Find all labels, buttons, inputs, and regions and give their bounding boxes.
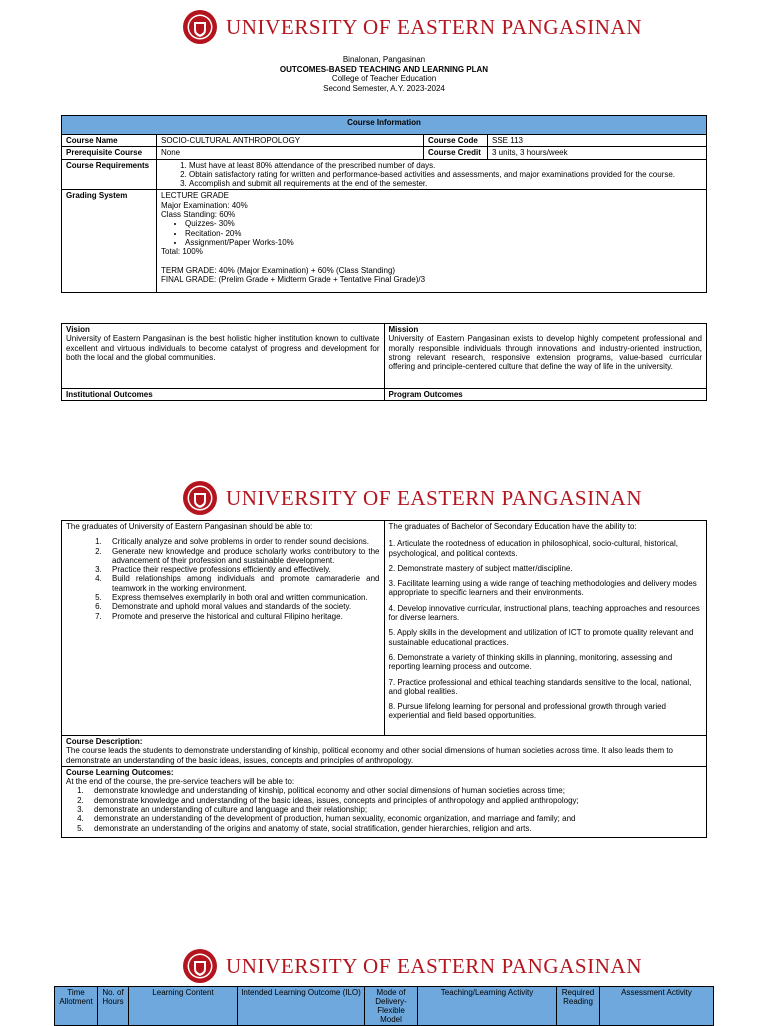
vision-text: University of Eastern Pangasinan is the best holistic higher institution known to cultivate excellent and virtuous individuals to become catalyst of progress and development for both the local and the global communities. <box>66 334 380 362</box>
grading-standing: Class Standing: 60% <box>161 210 236 220</box>
page1-header-logo <box>0 7 768 47</box>
course-learning-outcomes-intro: At the end of the course, the pre-service teachers will be able to: <box>66 777 295 787</box>
course-description-label: Course Description: <box>66 737 143 746</box>
column-header-time-allotment: Time Allotment <box>55 987 98 1026</box>
course-learning-outcomes-cell <box>62 766 707 837</box>
requirements-label: Course Requirements <box>62 159 157 190</box>
column-header-mode-of-delivery: Mode of Delivery- Flexible Model <box>365 987 418 1026</box>
header-plan-title: OUTCOMES-BASED TEACHING AND LEARNING PLAN <box>279 64 489 74</box>
header-location: Binalonan, Pangasinan <box>342 55 426 64</box>
program-outcomes-cell <box>384 521 707 736</box>
program-outcome-item: 4. Develop innovative curricular, instructional plans, teaching approaches and resources for diverse learners. <box>388 603 700 623</box>
grading-term: TERM GRADE: 40% (Major Examination) + 60% (Class Standing) <box>161 265 396 275</box>
course-learning-outcome-item: 4. demonstrate an understanding of the development of production, human sexuality, economic organization, and marriage and family; and <box>86 814 702 823</box>
course-code-label: Course Code <box>424 135 488 147</box>
prerequisite-value: None <box>157 147 424 159</box>
program-outcomes-intro: The graduates of Bachelor of Secondary Education have the ability to: <box>388 522 637 531</box>
institutional-outcome-item: 7. Promote and preserve the historical and cultural Filipino heritage. <box>104 612 380 621</box>
column-header-no-of-hours: No. of Hours <box>98 987 129 1026</box>
column-header-ilo: Intended Learning Outcome (ILO) <box>238 987 365 1026</box>
program-outcome-item: 2. Demonstrate mastery of subject matter/discipline. <box>388 563 573 573</box>
grading-item: • Recitation- 20% <box>185 229 702 238</box>
course-credit-value: 3 units, 3 hours/week <box>488 147 707 159</box>
requirement-item: 2. Obtain satisfactory rating for written and performance-based activities and assessments, and major examinations provided for the course. <box>189 170 702 179</box>
program-outcome-item: 1. Articulate the rootedness of education in philosophical, socio-cultural, historical, psychological, and political contexts. <box>388 539 678 558</box>
program-outcome-item: 6. Demonstrate a variety of thinking skills in planning, monitoring, assessing and reporting learning process and outcome. <box>388 652 673 672</box>
grading-label: Grading System <box>62 190 157 293</box>
mission-text: University of Eastern Pangasinan exists to develop highly competent professional and morally responsible individuals through innovations and industry-oriented instruction, strong relevant research, responsive extension programs, value-based curricular offering and principle-centered culture that define the way of life in the university. <box>388 334 702 372</box>
course-name-label: Course Name <box>62 135 157 147</box>
program-outcome-item: 7. Practice professional and ethical teaching standards sensitive to the local, national, and global realities. <box>388 677 692 696</box>
column-header-assessment-activity: Assessment Activity <box>600 987 714 1026</box>
university-seal-icon <box>182 948 218 984</box>
vision-cell <box>62 324 385 389</box>
vision-mission-table <box>61 323 707 401</box>
requirement-item: 3. Accomplish and submit all requirements at the end of the semester. <box>189 179 702 188</box>
institutional-outcome-item: 4. Build relationships among individuals and promote camaraderie and teamwork in the working environment. <box>104 574 380 593</box>
university-name-logo: UNIVERSITY OF EASTERN PANGASINAN <box>226 953 643 978</box>
learning-plan-table <box>54 986 714 1026</box>
page3-header-logo <box>0 946 768 986</box>
mission-cell <box>384 324 707 389</box>
grading-item: • Assignment/Paper Works-10% <box>185 238 702 247</box>
course-information-table <box>61 115 707 293</box>
university-name-logo: UNIVERSITY OF EASTERN PANGASINAN <box>226 485 643 510</box>
column-header-learning-content: Learning Content <box>129 987 238 1026</box>
university-name-logo: UNIVERSITY OF EASTERN PANGASINAN <box>226 14 643 39</box>
header-college: College of Teacher Education <box>331 74 437 84</box>
mission-label: Mission <box>388 325 419 334</box>
grading-heading: LECTURE GRADE <box>161 191 230 201</box>
course-learning-outcome-item: 2. demonstrate knowledge and understanding of the basic ideas, issues, concepts and principles of anthropology and applied anthropology; <box>86 796 702 805</box>
outcomes-table <box>61 520 707 838</box>
program-outcomes-label: Program Outcomes <box>384 389 707 401</box>
institutional-outcome-item: 3. Practice their respective professions efficiently and effectively. <box>104 565 380 574</box>
course-name-value: SOCIO-CULTURAL ANTHROPOLOGY <box>157 135 424 147</box>
requirement-item: 1. Must have at least 80% attendance of the prescribed number of days. <box>189 161 702 170</box>
course-learning-outcome-item: 5. demonstrate an understanding of the origins and anatomy of state, social stratification, gender hierarchies, religion and arts. <box>86 824 702 833</box>
university-seal-icon <box>182 480 218 516</box>
vision-label: Vision <box>66 325 90 334</box>
grading-item: • Quizzes- 30% <box>185 219 702 228</box>
institutional-outcomes-label: Institutional Outcomes <box>62 389 385 401</box>
course-learning-outcomes-label: Course Learning Outcomes: <box>66 767 174 777</box>
learning-plan-header-row <box>55 987 714 1026</box>
institutional-outcome-item: 6. Demonstrate and uphold moral values and standards of the society. <box>104 602 380 611</box>
header-semester: Second Semester, A.Y. 2023-2024 <box>323 83 445 93</box>
institutional-outcome-item: 1. Critically analyze and solve problems in order to render sound decisions. <box>104 537 380 546</box>
program-outcome-item: 3. Facilitate learning using a wide range of teaching methodologies and delivery modes appropriate to specific learners and their environments. <box>388 579 697 598</box>
course-code-value: SSE 113 <box>488 135 707 147</box>
column-header-teaching-learning-activity: Teaching/Learning Activity <box>418 987 557 1026</box>
course-information-band: Course Information <box>62 116 707 135</box>
grading-total: Total: 100% <box>161 247 203 257</box>
institutional-outcomes-intro: The graduates of University of Eastern Pangasinan should be able to: <box>66 522 313 531</box>
course-description-text: The course leads the students to demonstrate understanding of kinship, political economy and other social dimensions of human societies across time. It also leads them to demonstrate an understanding of the basic ideas, issues, concepts and principles of anthropology. <box>66 746 673 765</box>
grading-cell <box>157 190 707 293</box>
institutional-outcome-item: 2. Generate new knowledge and produce scholarly works contributory to the advancement of their profession and sustainable development. <box>104 547 380 566</box>
grading-final: FINAL GRADE: (Prelim Grade + Midterm Grade + Tentative Final Grade)/3 <box>161 274 426 284</box>
institutional-outcome-item: 5. Express themselves exemplarily in both oral and written communication. <box>104 593 380 602</box>
program-outcome-item: 8. Pursue lifelong learning for personal and professional growth through varied experiential and field based opportunities. <box>388 702 667 721</box>
course-description-cell <box>62 736 707 767</box>
column-header-required-reading: Required Reading <box>557 987 600 1026</box>
university-seal-icon <box>182 9 218 45</box>
document-header <box>0 55 768 93</box>
prerequisite-label: Prerequisite Course <box>62 147 157 159</box>
program-outcome-item: 5. Apply skills in the development and utilization of ICT to promote quality relevant and sustainable educational practices. <box>388 628 694 647</box>
grading-major: Major Examination: 40% <box>161 200 248 210</box>
institutional-outcomes-cell <box>62 521 385 736</box>
course-learning-outcome-item: 1. demonstrate knowledge and understanding of kinship, political economy and other social dimensions of human societies across time; <box>86 786 702 795</box>
requirements-cell <box>157 159 707 190</box>
page2-header-logo <box>0 478 768 518</box>
course-credit-label: Course Credit <box>424 147 488 159</box>
course-learning-outcome-item: 3. demonstrate an understanding of culture and language and their relationship; <box>86 805 702 814</box>
